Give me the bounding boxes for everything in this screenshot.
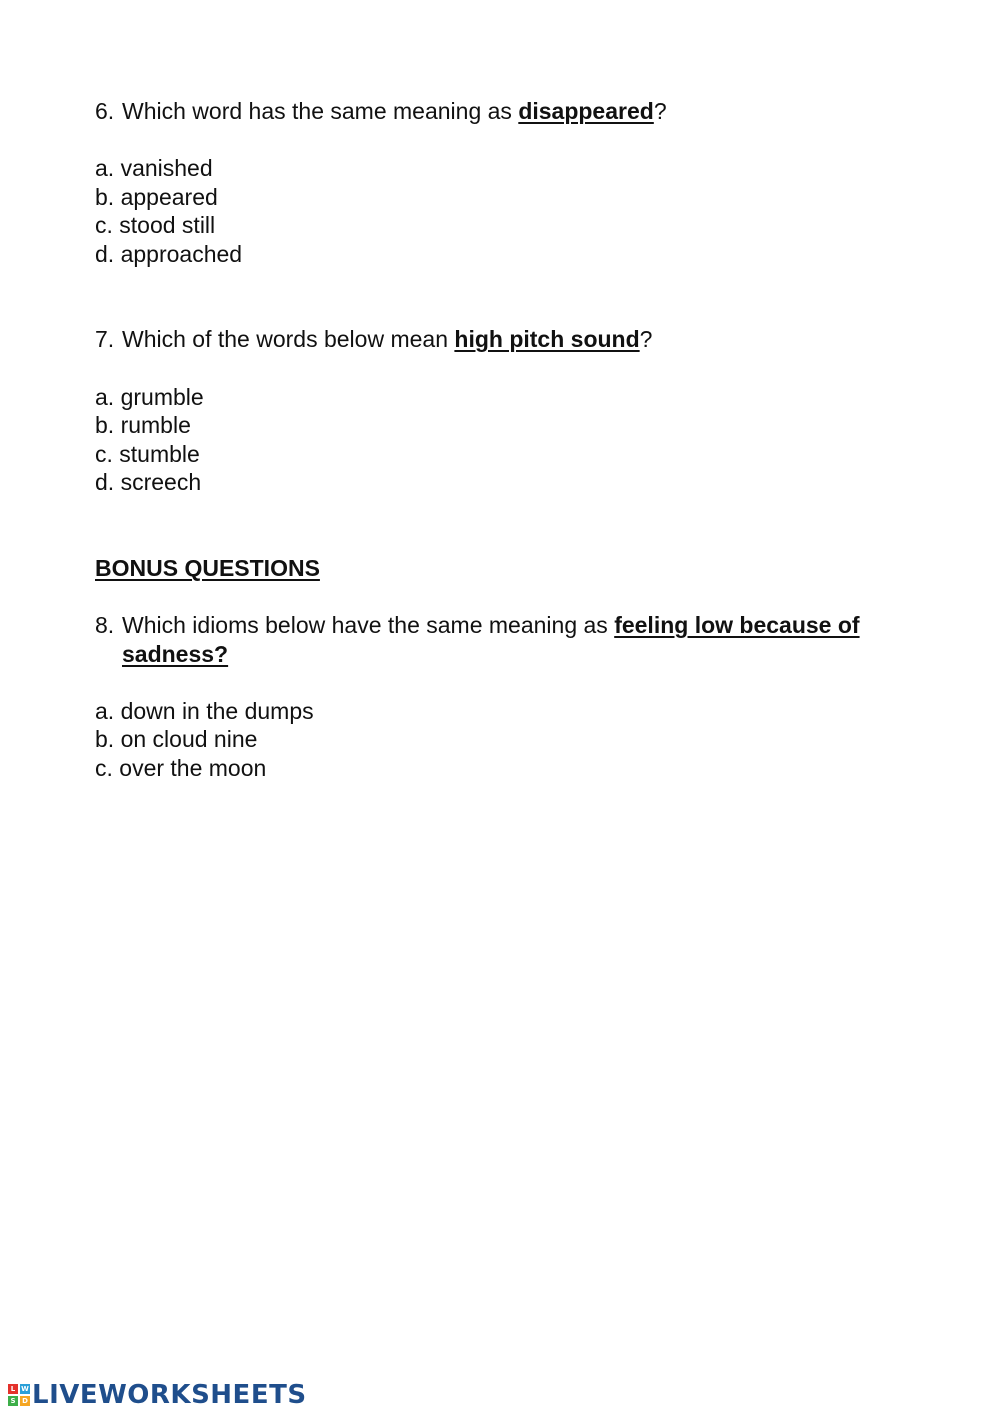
option-8c: c. over the moon [95, 755, 267, 781]
question-number: 8. [95, 612, 115, 638]
logo-block: D [20, 1396, 30, 1406]
liveworksheets-logo [8, 1380, 307, 1410]
option-7a: a. grumble [95, 384, 204, 410]
question-text [122, 611, 860, 639]
question-number: 6. [95, 98, 115, 124]
option-8b: b. on cloud nine [95, 726, 258, 752]
question-text-after: ? [653, 98, 667, 124]
option-7c: c. stumble [95, 441, 200, 467]
question-text-before: Which idioms below have the same meaning as [122, 612, 615, 638]
question-number: 7. [95, 326, 115, 352]
option-8a: a. down in the dumps [95, 698, 314, 724]
question-text [122, 325, 652, 353]
question-text [122, 97, 667, 125]
option-7b: b. rumble [95, 412, 191, 438]
logo-block: S [8, 1396, 18, 1406]
logo-blocks-icon [8, 1384, 30, 1406]
question-text-before: Which of the words below mean [122, 326, 455, 352]
question-keyword: high pitch sound [454, 326, 640, 352]
option-6b: b. appeared [95, 184, 218, 210]
question-keyword: feeling low because of [614, 612, 860, 638]
question-8-continuation [122, 640, 228, 668]
bonus-heading: BONUS QUESTIONS [95, 555, 320, 581]
option-6a: a. vanished [95, 155, 213, 181]
logo-text: LIVEWORKSHEETS [32, 1380, 307, 1410]
question-text-before: Which word has the same meaning as [122, 98, 519, 124]
logo-block: L [8, 1384, 18, 1394]
question-keyword: disappeared [518, 98, 654, 124]
option-7d: d. screech [95, 469, 202, 495]
option-6c: c. stood still [95, 212, 216, 238]
logo-block: W [21, 1385, 29, 1393]
option-6d: d. approached [95, 241, 243, 267]
question-text-after: ? [639, 326, 653, 352]
question-keyword-continued: sadness? [122, 641, 229, 667]
